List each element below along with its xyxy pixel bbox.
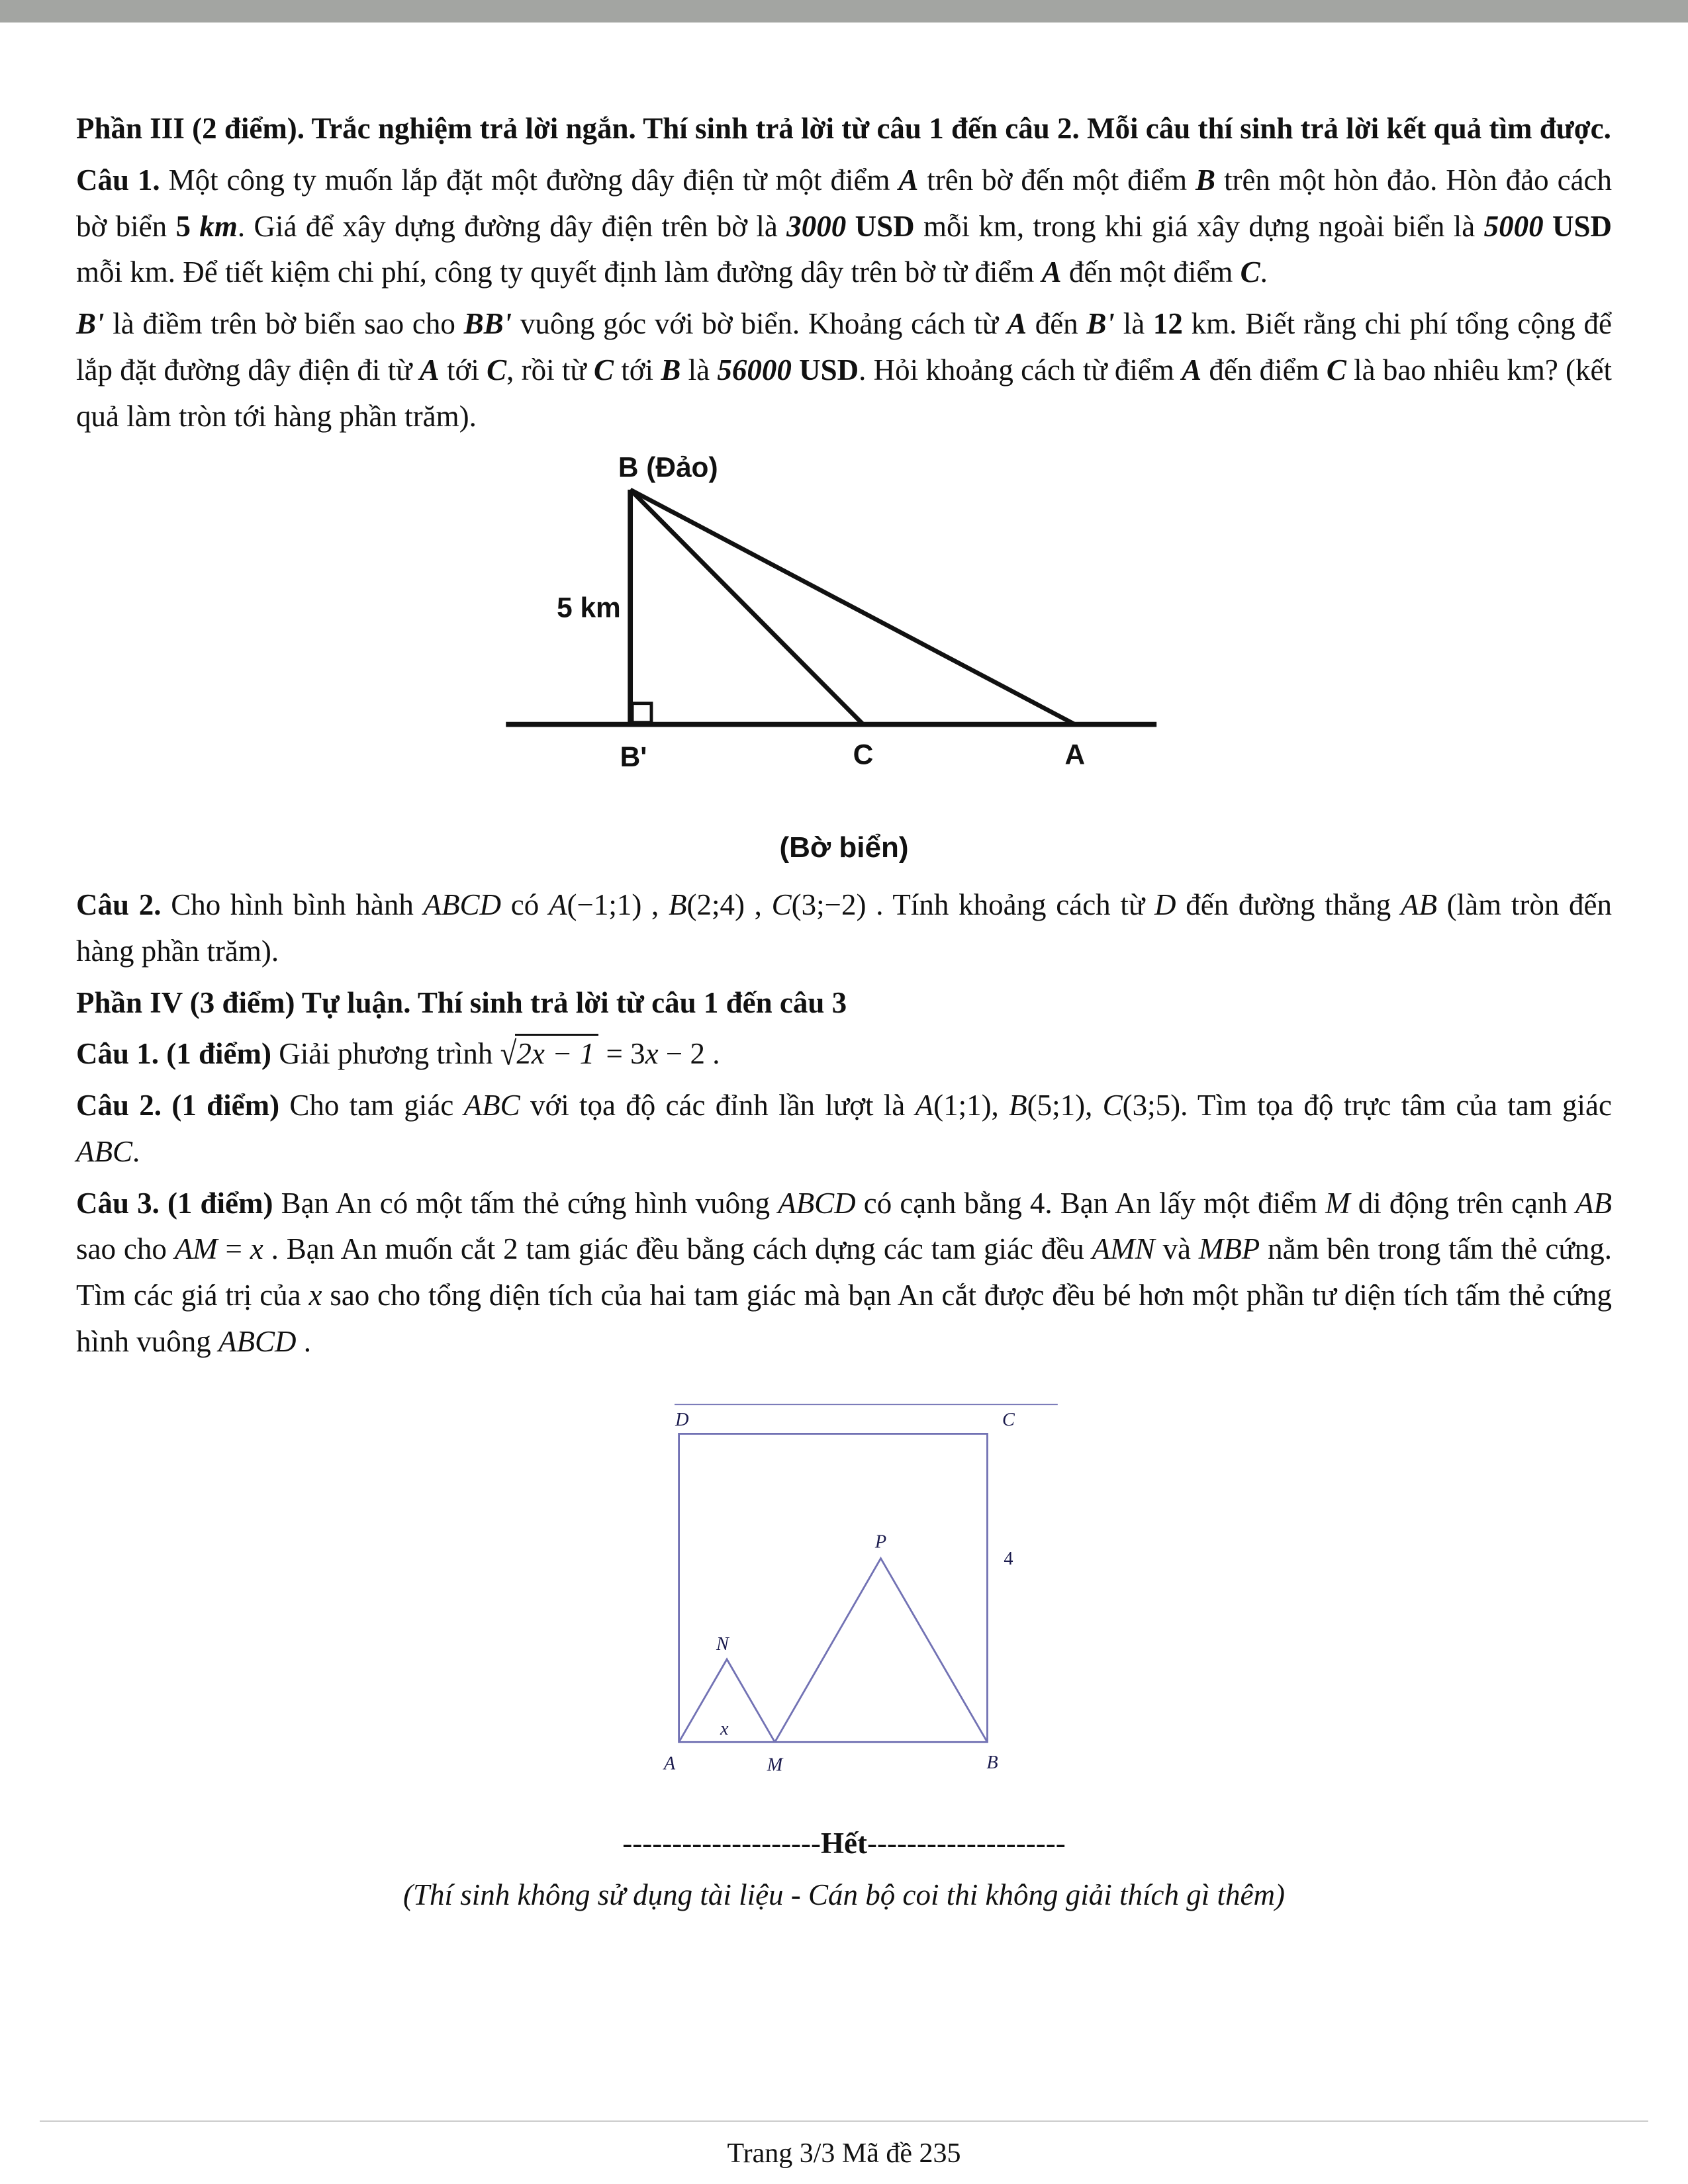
segment-b-a xyxy=(630,490,1075,725)
footer-divider xyxy=(40,2120,1648,2122)
figure2-label-m: M xyxy=(767,1754,783,1776)
part4-question1: Câu 1. (1 điểm) Giải phương trình √2x − 1 = 3x − 2 . xyxy=(76,1031,1612,1077)
figure1-svg xyxy=(493,450,1195,807)
right-angle-mark xyxy=(632,704,651,723)
part4-heading: Phần IV (3 điểm) Tự luận. Thí sinh trả lời từ câu 1 đến câu 3 xyxy=(76,985,847,1019)
figure1-label-island: B (Đảo) xyxy=(618,451,718,483)
figure1-label-bprime: B' xyxy=(620,741,647,773)
figure2-label-b: B xyxy=(986,1752,998,1773)
radical-expression: √2x − 1 xyxy=(500,1031,599,1077)
figure2-label-p: P xyxy=(874,1531,887,1553)
scan-artifact-band xyxy=(0,0,1688,23)
figure2-svg xyxy=(626,1375,1062,1798)
end-divider: --------------------Hết-------------------- xyxy=(622,1827,1066,1860)
square-abcd xyxy=(679,1433,988,1742)
page-footer: Trang 3/3 Mã đề 235 xyxy=(727,2138,961,2169)
figure2-label-n: N xyxy=(716,1633,729,1655)
figure1-label-distance: 5 km xyxy=(557,592,621,623)
part3-heading: Phần III (2 điểm). Trắc nghiệm trả lời ngắn. Thí sinh trả lời từ câu 1 đến câu 2. Mỗi câu thí sinh trả lời kết quả tìm được. xyxy=(76,112,1611,145)
figure-square-diagram xyxy=(76,1375,1612,1812)
figure1-caption: (Bờ biển) xyxy=(779,831,909,864)
exam-note: (Thí sinh không sử dụng tài liệu - Cán bộ coi thi không giải thích gì thêm) xyxy=(403,1878,1285,1912)
figure1-label-c: C xyxy=(853,739,874,770)
part3-question2: Câu 2. Cho hình bình hành ABCD có A(−1;1) , B(2;4) , C(3;−2) . Tính khoảng cách từ D đến đường thẳng AB (làm tròn đến hàng phần trăm). xyxy=(76,888,1613,968)
section-end xyxy=(76,1821,1612,1919)
part4-question2: Câu 2. (1 điểm) Cho tam giác ABC với tọa độ các đỉnh lần lượt là A(1;1), B(5;1), C(3;5). Tìm tọa độ trực tâm của tam giác ABC. xyxy=(76,1089,1612,1168)
figure2-label-c: C xyxy=(1002,1409,1015,1430)
figure2-label-d: D xyxy=(675,1409,689,1430)
figure2-label-a: A xyxy=(663,1753,676,1774)
part3-question1-cont: B' là điềm trên bờ biển sao cho BB' vuông góc với bờ biển. Khoảng cách từ A đến B' là 12 km. Biết rằng chi phí tổng cộng để lắp đặt đường dây điện đi từ A tới C, rồi từ C tới B là 56000 USD. Hỏi khoảng cách từ điểm A đến điểm C là bao nhiêu km? (kết quả làm tròn tới hàng phần trăm). xyxy=(76,307,1613,433)
triangle-mbp xyxy=(775,1558,988,1742)
figure-shore-diagram xyxy=(76,450,1612,870)
segment-b-c xyxy=(630,490,863,725)
document-content xyxy=(76,106,1612,1924)
figure2-label-side: 4 xyxy=(1004,1548,1013,1569)
section-part3-cont xyxy=(76,882,1612,1365)
section-part3 xyxy=(76,106,1612,439)
figure1-label-a: A xyxy=(1064,739,1086,770)
part3-question1: Câu 1. Một công ty muốn lắp đặt một đường dây điện từ một điểm A trên bờ đến một điểm B trên một hòn đảo. Hòn đảo cách bờ biển 5 km. Giá để xây dựng đường dây điện trên bờ là 3000 USD mỗi km, trong khi giá xây dựng ngoài biển là 5000 USD mỗi km. Để tiết kiệm chi phí, công ty quyết định làm đường dây trên bờ từ điểm A đến một điểm C. xyxy=(76,163,1612,289)
part4-question3: Câu 3. (1 điểm) Bạn An có một tấm thẻ cứng hình vuông ABCD có cạnh bằng 4. Bạn An lấy một điểm M di động trên cạnh AB sao cho AM = x . Bạn An muốn cắt 2 tam giác đều bằng cách dựng các tam giác đều AMN và MBP nằm bên trong tấm thẻ cứng. Tìm các giá trị của x sao cho tổng diện tích của hai tam giác mà bạn An cắt được đều bé hơn một phần tư diện tích tấm thẻ cứng hình vuông ABCD . xyxy=(76,1186,1613,1358)
figure2-label-x: x xyxy=(720,1718,729,1739)
